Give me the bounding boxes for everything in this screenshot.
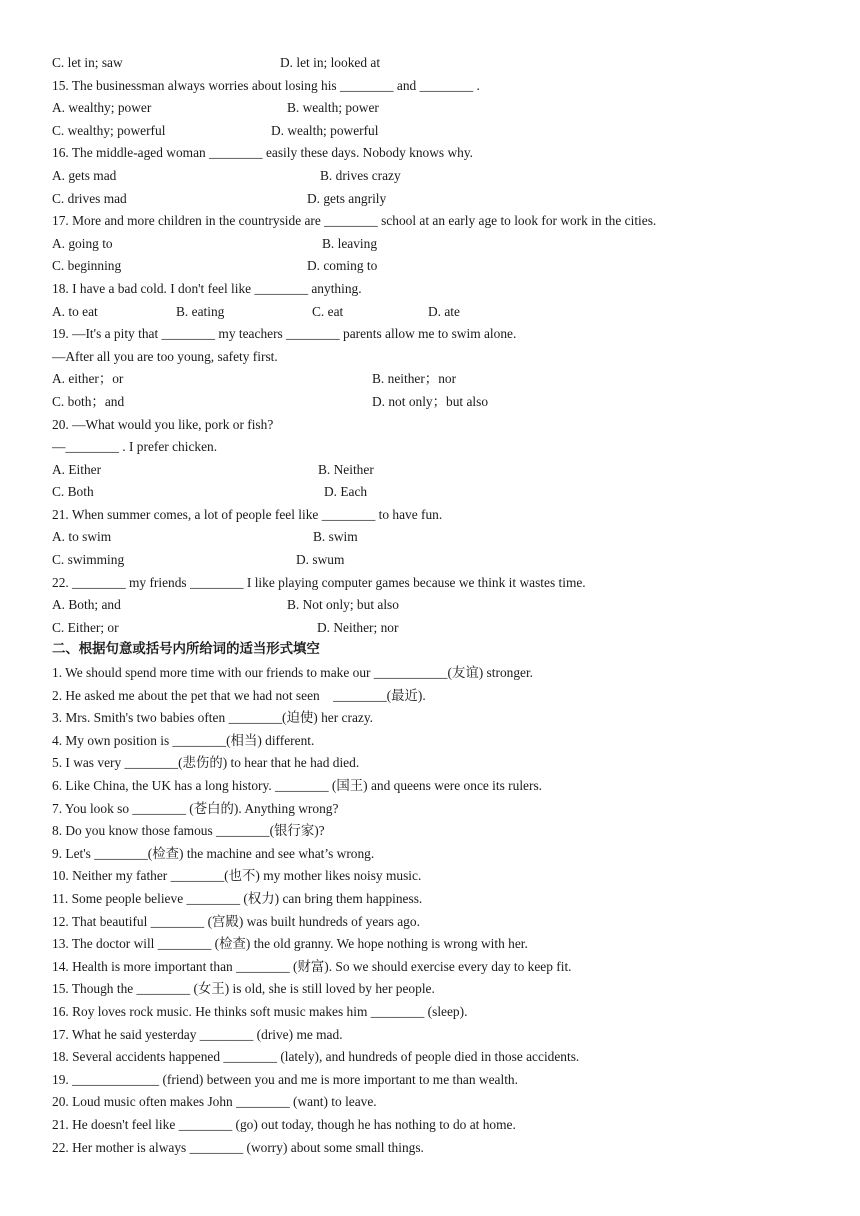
- options-row: [52, 120, 842, 143]
- options-row: [52, 459, 842, 482]
- option-b: B. eating: [176, 303, 225, 319]
- question-line: 16. The middle-aged woman ________ easily these days. Nobody knows why.: [52, 145, 473, 161]
- option-right: B. neither；nor: [372, 371, 457, 387]
- option-right: D. Each: [324, 484, 368, 500]
- fill-item: 19. _____________ (friend) between you and me is more important to me than wealth.: [52, 1071, 518, 1087]
- fill-item: 6. Like China, the UK has a long history. ________ (国王) and queens were once its rulers.: [52, 778, 543, 793]
- options-row: [52, 233, 842, 256]
- option-left: C. wealthy; powerful: [52, 122, 166, 138]
- question-line: 15. The businessman always worries about losing his ________ and ________ .: [52, 77, 480, 93]
- options-row: [52, 391, 842, 414]
- fill-item: 5. I was very ________(悲伤的) to hear that he had died.: [52, 755, 360, 771]
- question-line: —________ . I prefer chicken.: [52, 439, 218, 455]
- option-a: A. to eat: [52, 303, 98, 319]
- fill-item: 7. You look so ________ (苍白的). Anything wrong?: [52, 800, 339, 816]
- option-right: D. swum: [296, 552, 345, 568]
- fill-item: 21. He doesn't feel like ________ (go) out today, though he has nothing to do at home.: [52, 1116, 516, 1132]
- worksheet-page: [52, 52, 842, 1159]
- fill-item: 12. That beautiful ________ (宫殿) was built hundreds of years ago.: [52, 913, 420, 929]
- option-right: D. not only；but also: [372, 393, 489, 409]
- fill-in-blank-section: [52, 662, 842, 1159]
- option-left: C. both；and: [52, 393, 125, 409]
- fill-item: 13. The doctor will ________ (检查) the old granny. We hope nothing is wrong with her.: [52, 936, 528, 952]
- question-line: 18. I have a bad cold. I don't feel like ________ anything.: [52, 280, 362, 296]
- options-row: [52, 617, 842, 640]
- option-left: C. swimming: [52, 552, 125, 568]
- fill-item: 17. What he said yesterday ________ (drive) me mad.: [52, 1026, 343, 1042]
- options-row: [52, 481, 842, 504]
- option-right: B. wealth; power: [287, 100, 379, 116]
- multiple-choice-section: [52, 52, 842, 639]
- option-right: D. wealth; powerful: [271, 122, 379, 138]
- option-right: B. swim: [313, 529, 358, 545]
- question-line: 21. When summer comes, a lot of people feel like ________ to have fun.: [52, 506, 443, 522]
- option-right: D. let in; looked at: [280, 55, 381, 70]
- option-right: D. coming to: [307, 258, 378, 274]
- fill-item: 2. He asked me about the pet that we had not seen ________(最近).: [52, 687, 426, 703]
- options-row: [52, 368, 842, 391]
- option-left: A. wealthy; power: [52, 100, 152, 116]
- fill-item: 11. Some people believe ________ (权力) can bring them happiness.: [52, 890, 423, 906]
- option-c: C. eat: [312, 303, 344, 319]
- option-left: A. Either: [52, 461, 102, 477]
- options-row: [52, 97, 842, 120]
- option-left: A. going to: [52, 235, 113, 251]
- option-right: D. gets angrily: [307, 190, 387, 206]
- option-right: B. Neither: [318, 461, 374, 477]
- option-left: C. Either; or: [52, 619, 119, 635]
- option-left: C. Both: [52, 484, 94, 500]
- options-row: [52, 549, 842, 572]
- option-left: A. gets mad: [52, 167, 117, 183]
- option-left: C. drives mad: [52, 190, 127, 206]
- fill-item: 18. Several accidents happened ________ (lately), and hundreds of people died in those accidents.: [52, 1049, 580, 1065]
- fill-item: 4. My own position is ________(相当) different.: [52, 732, 315, 748]
- option-left: C. beginning: [52, 258, 122, 274]
- question-line: —After all you are too young, safety first.: [52, 348, 278, 364]
- options-row: [52, 594, 842, 617]
- options-row: [52, 188, 842, 211]
- option-left: A. Both; and: [52, 597, 121, 613]
- options-row: [52, 255, 842, 278]
- option-right: B. leaving: [322, 235, 378, 251]
- question-line: 22. ________ my friends ________ I like playing computer games because we think it wastes time.: [52, 574, 586, 590]
- option-d: D. ate: [428, 303, 460, 319]
- options-row: [52, 526, 842, 549]
- options-row: [52, 165, 842, 188]
- fill-item: 3. Mrs. Smith's two babies often ________(迫使) her crazy.: [52, 710, 374, 726]
- option-right: D. Neither; nor: [317, 619, 399, 635]
- option-left: A. to swim: [52, 529, 112, 545]
- options-row: [52, 52, 842, 75]
- question-line: 17. More and more children in the countryside are ________ school at an early age to look for work in the cities.: [52, 213, 657, 229]
- option-right: B. drives crazy: [320, 167, 401, 183]
- fill-item: 10. Neither my father ________(也不) my mother likes noisy music.: [52, 868, 422, 884]
- options-row: [52, 301, 842, 324]
- fill-item: 22. Her mother is always ________ (worry) about some small things.: [52, 1139, 424, 1155]
- question-line: 19. —It's a pity that ________ my teachers ________ parents allow me to swim alone.: [52, 326, 517, 342]
- fill-item: 8. Do you know those famous ________(银行家)?: [52, 823, 325, 839]
- fill-item: 14. Health is more important than ________ (财富). So we should exercise every day to keep fit.: [52, 958, 572, 974]
- fill-item: 16. Roy loves rock music. He thinks soft music makes him ________ (sleep).: [52, 1003, 468, 1019]
- fill-item: 15. Though the ________ (女王) is old, she is still loved by her people.: [52, 981, 435, 997]
- question-line: 20. —What would you like, pork or fish?: [52, 416, 274, 432]
- option-left: A. either；or: [52, 371, 124, 387]
- fill-item: 9. Let's ________(检查) the machine and see what’s wrong.: [52, 845, 375, 861]
- fill-item: 20. Loud music often makes John ________ (want) to leave.: [52, 1094, 377, 1110]
- option-left: C. let in; saw: [52, 55, 123, 70]
- fill-item: 1. We should spend more time with our friends to make our ___________(友谊) stronger.: [52, 665, 534, 681]
- section-2-heading: 二、根据句意或括号内所给词的适当形式填空: [52, 642, 320, 658]
- option-right: B. Not only; but also: [287, 597, 399, 613]
